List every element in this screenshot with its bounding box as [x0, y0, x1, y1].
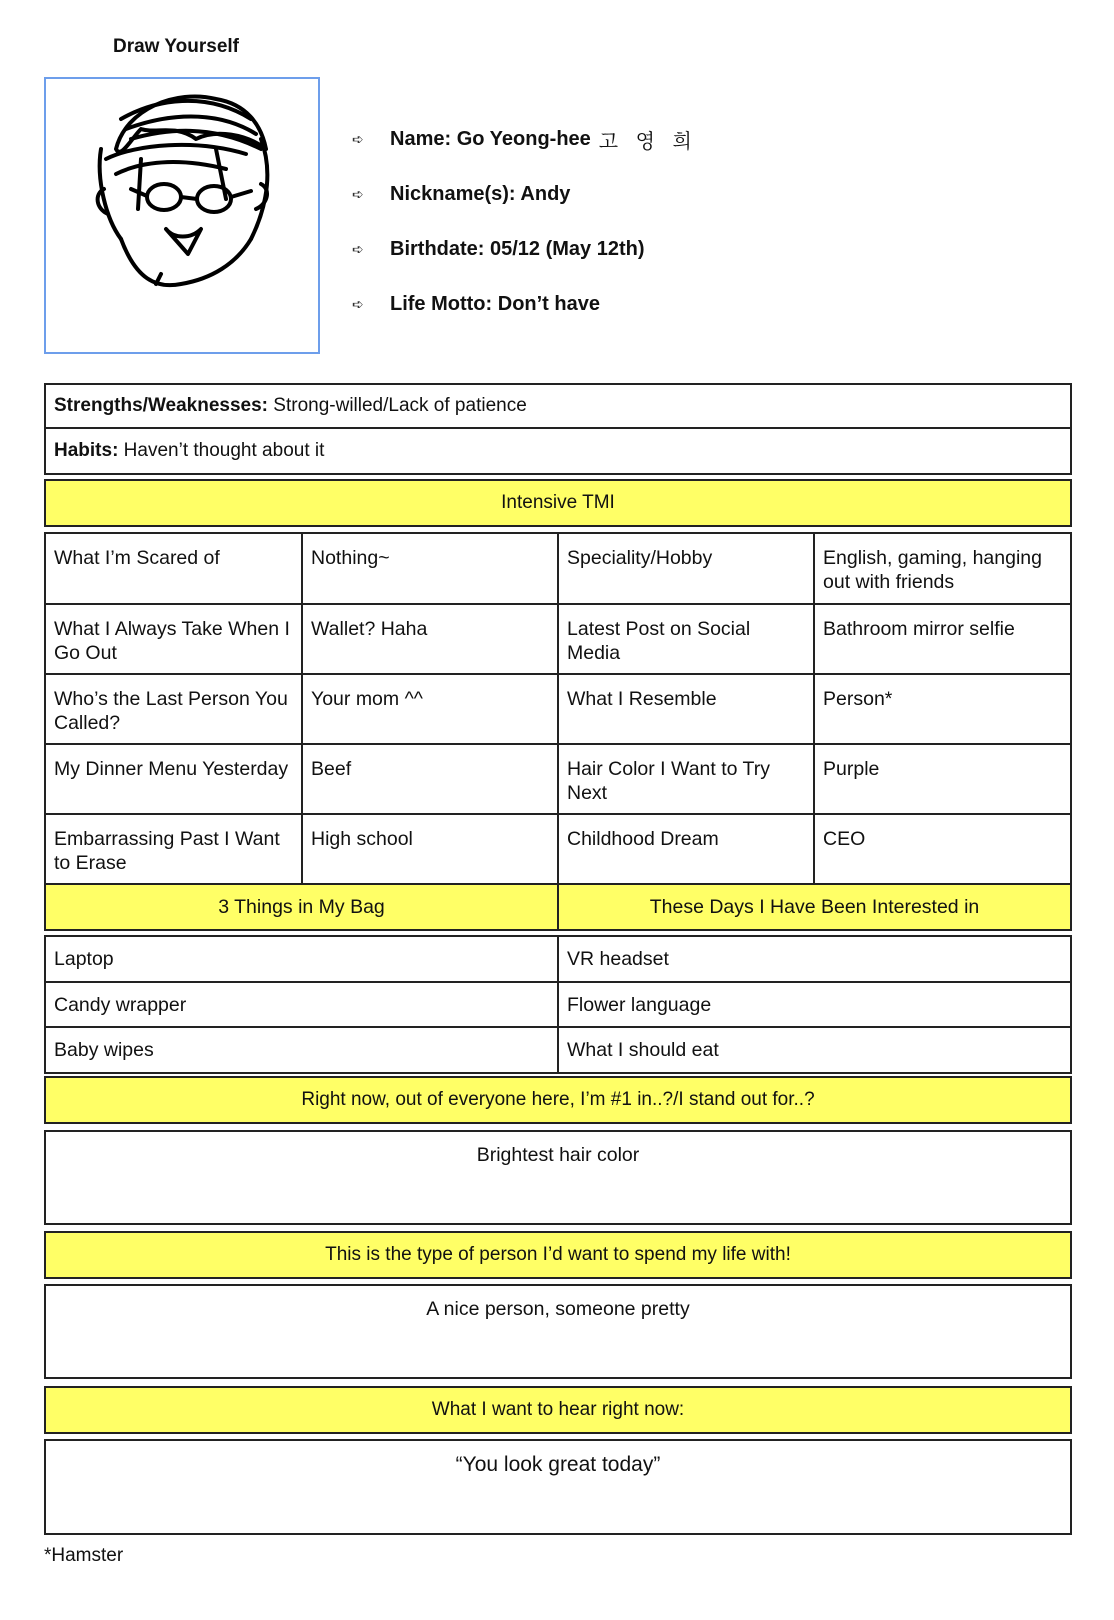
hear-question: What I want to hear right now:: [44, 1386, 1072, 1434]
nickname-label: Nickname(s): Andy: [390, 183, 571, 205]
interest-item: VR headset: [558, 937, 1070, 982]
tmi-answer-cell: Beef: [302, 744, 558, 814]
name-item: [352, 112, 698, 167]
tmi-header: Intensive TMI: [44, 479, 1072, 527]
standout-question: Right now, out of everyone here, I’m #1 in..?/I stand out for..?: [44, 1076, 1072, 1124]
tmi-question-cell: Latest Post on Social Media: [558, 604, 814, 674]
tmi-answer-cell: English, gaming, hanging out with friends: [814, 534, 1070, 604]
lists-header: [46, 885, 1070, 929]
arrow-right-icon: ➪: [352, 241, 364, 257]
interest-item: What I should eat: [558, 1027, 1070, 1072]
motto-label: Life Motto: Don’t have: [390, 293, 600, 315]
lists-table: [46, 937, 1070, 1072]
habits-value: Haven’t thought about it: [118, 440, 325, 461]
nickname-item: [352, 167, 698, 222]
strengths-label: Strengths/Weaknesses:: [54, 395, 269, 416]
birthdate-label: Birthdate: 05/12 (May 12th): [390, 238, 645, 260]
profile-info-list: [352, 112, 698, 332]
tmi-answer-cell: CEO: [814, 814, 1070, 884]
birthdate-item: [352, 222, 698, 277]
tmi-question-cell: Hair Color I Want to Try Next: [558, 744, 814, 814]
footnote: *Hamster: [44, 1545, 124, 1566]
tmi-table-box: [44, 532, 1072, 886]
arrow-right-icon: ➪: [352, 131, 364, 147]
tmi-answer-cell: Nothing~: [302, 534, 558, 604]
lists-header-box: [44, 883, 1072, 931]
name-label: Name: Go Yeong-hee: [390, 128, 591, 150]
motto-item: [352, 277, 698, 332]
tmi-question-cell: Embarrassing Past I Want to Erase: [46, 814, 302, 884]
tmi-row: [46, 744, 1070, 814]
tmi-question-cell: What I Resemble: [558, 674, 814, 744]
tmi-answer-cell: Your mom ^^: [302, 674, 558, 744]
self-portrait-box: [44, 77, 320, 354]
list-row: [46, 937, 1070, 982]
lists-table-box: [44, 935, 1072, 1074]
name-hangul: 고 영 희: [598, 131, 698, 153]
partner-question: This is the type of person I’d want to spend my life with!: [44, 1231, 1072, 1279]
tmi-answer-cell: High school: [302, 814, 558, 884]
bag-title: 3 Things in My Bag: [46, 885, 558, 929]
tmi-row: [46, 534, 1070, 604]
list-row: [46, 1027, 1070, 1072]
tmi-answer-cell: Purple: [814, 744, 1070, 814]
tmi-answer-cell: Wallet? Haha: [302, 604, 558, 674]
tmi-question-cell: My Dinner Menu Yesterday: [46, 744, 302, 814]
tmi-question-cell: What I Always Take When I Go Out: [46, 604, 302, 674]
habits-row: [46, 429, 1070, 473]
partner-answer: A nice person, someone pretty: [44, 1284, 1072, 1379]
tmi-question-cell: What I’m Scared of: [46, 534, 302, 604]
tmi-table: [46, 534, 1070, 884]
tmi-question-cell: Childhood Dream: [558, 814, 814, 884]
self-portrait-drawing: [46, 79, 318, 352]
interest-title: These Days I Have Been Interested in: [558, 885, 1070, 929]
strengths-value: Strong-willed/Lack of patience: [268, 395, 527, 416]
traits-box: [44, 383, 1072, 475]
tmi-answer-cell: Bathroom mirror selfie: [814, 604, 1070, 674]
standout-answer: Brightest hair color: [44, 1130, 1072, 1225]
draw-yourself-title: Draw Yourself: [113, 36, 240, 57]
bag-item: Candy wrapper: [46, 982, 558, 1027]
tmi-question-cell: Speciality/Hobby: [558, 534, 814, 604]
bag-item: Baby wipes: [46, 1027, 558, 1072]
strengths-row: [46, 385, 1070, 429]
tmi-answer-cell: Person*: [814, 674, 1070, 744]
tmi-question-cell: Who’s the Last Person You Called?: [46, 674, 302, 744]
tmi-row: [46, 814, 1070, 884]
hear-answer: “You look great today”: [44, 1439, 1072, 1535]
bag-item: Laptop: [46, 937, 558, 982]
interest-item: Flower language: [558, 982, 1070, 1027]
list-row: [46, 982, 1070, 1027]
arrow-right-icon: ➪: [352, 186, 364, 202]
habits-label: Habits:: [54, 440, 119, 461]
arrow-right-icon: ➪: [352, 296, 364, 312]
tmi-row: [46, 604, 1070, 674]
tmi-row: [46, 674, 1070, 744]
